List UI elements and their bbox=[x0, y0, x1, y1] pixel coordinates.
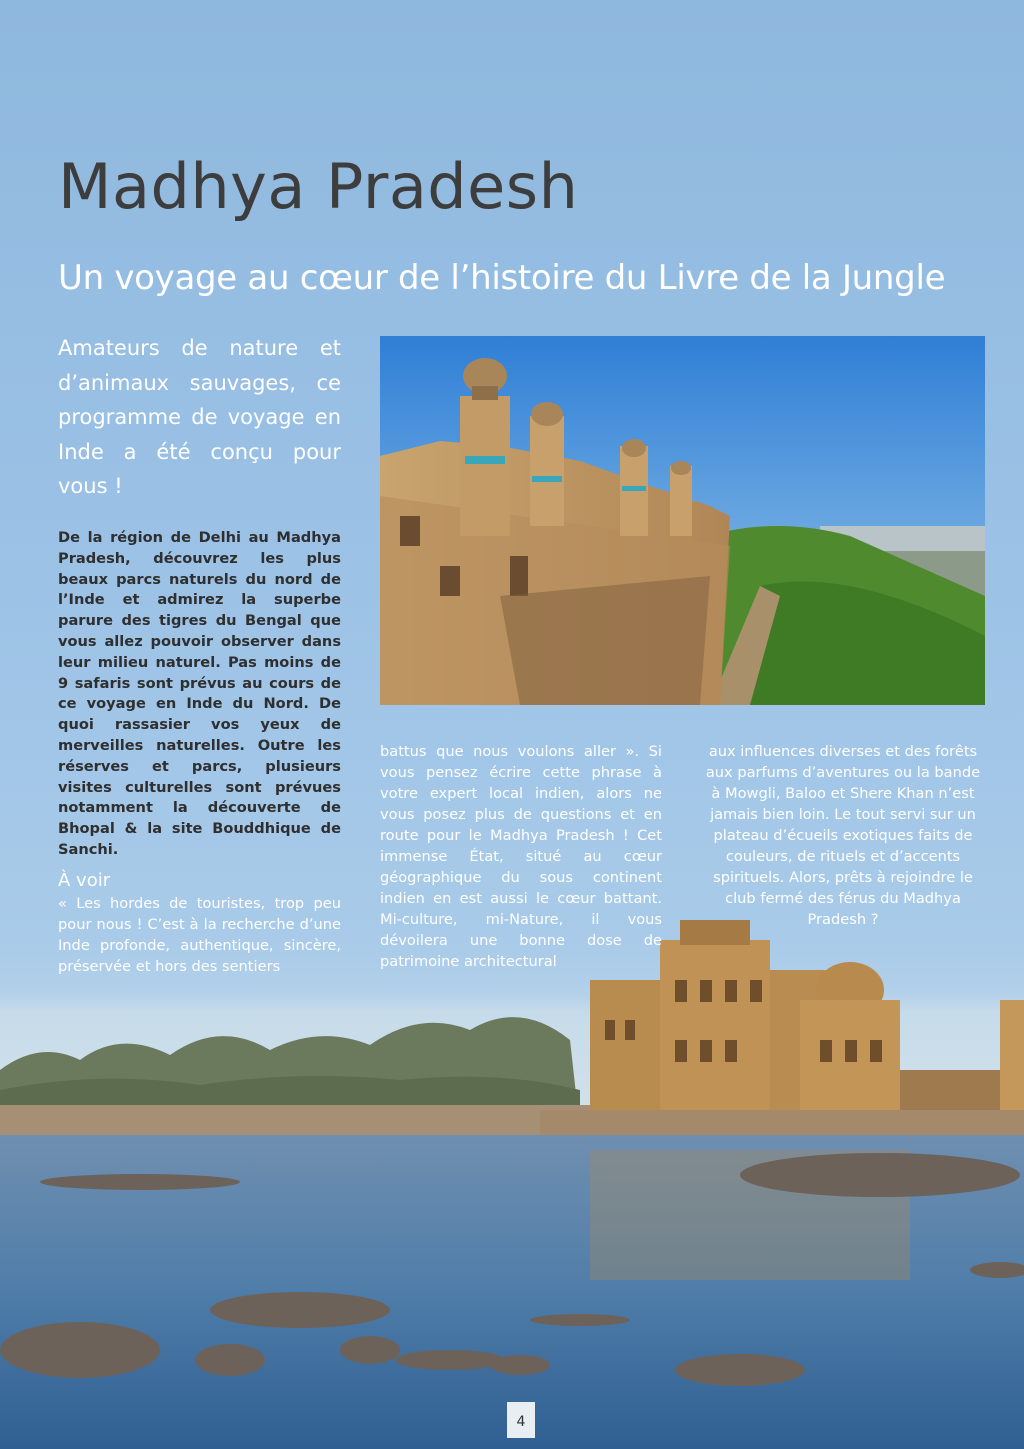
page-title: Madhya Pradesh bbox=[58, 150, 579, 223]
fort-photo-illustration bbox=[380, 336, 985, 705]
fort-photo bbox=[380, 336, 985, 705]
column-2-text: battus que nous voulons aller ». Si vous pensez écrire cette phrase à votre expert local indien, alors ne vous posez plus de questions et en route pour le Madhya Pradesh ! Cet immense État, situé au cœur géographique du sous continent indien en est aussi le cœur battant. Mi-culture, mi-Nature, il vous dévoilera une bonne dose de patrimoine architectural bbox=[380, 743, 662, 970]
lead-paragraph: De la région de Delhi au Madhya Pradesh, découvrez les plus beaux parcs naturels du nord de l’Inde et admirez la superbe parure des tigres du Bengal que vous allez pouvoir observer dans leur milieu naturel. Pas moins de 9 safaris sont prévus au cours de ce voyage en Inde du Nord. De quoi rassasier vos yeux de merveilles naturelles. Outre les réserves et parcs, plusieurs visites culturelles sont prévues notamment la découverte de Bhopal & la site Bouddhique de Sanchi. bbox=[58, 529, 341, 858]
page-number: 4 bbox=[507, 1402, 535, 1438]
river-photo bbox=[0, 920, 1024, 1449]
river-photo-illustration bbox=[0, 920, 1024, 1449]
column-1-text: « Les hordes de touristes, trop peu pour nous ! C’est à la recherche d’une Inde profonde, authentique, sincère, préservée et hors des sentiers bbox=[58, 895, 341, 975]
page-subtitle: Un voyage au cœur de l’histoire du Livre de la Jungle bbox=[58, 258, 946, 298]
column-3-text: aux influences diverses et des forêts aux parfums d’aventures ou la bande à Mowgli, Baloo et Shere Khan n’est jamais bien loin. Le tout servi sur un plateau d’écueils exotiques faits de couleurs, de rituels et d’accents spirituels. Alors, prêts à rejoindre le club fermé des férus du Madhya Pradesh ? bbox=[705, 743, 981, 928]
intro-paragraph: Amateurs de nature et d’animaux sauvages, ce programme de voyage en Inde a été conçu pour vous ! bbox=[58, 336, 341, 498]
section-heading-a-voir: À voir bbox=[58, 870, 111, 891]
